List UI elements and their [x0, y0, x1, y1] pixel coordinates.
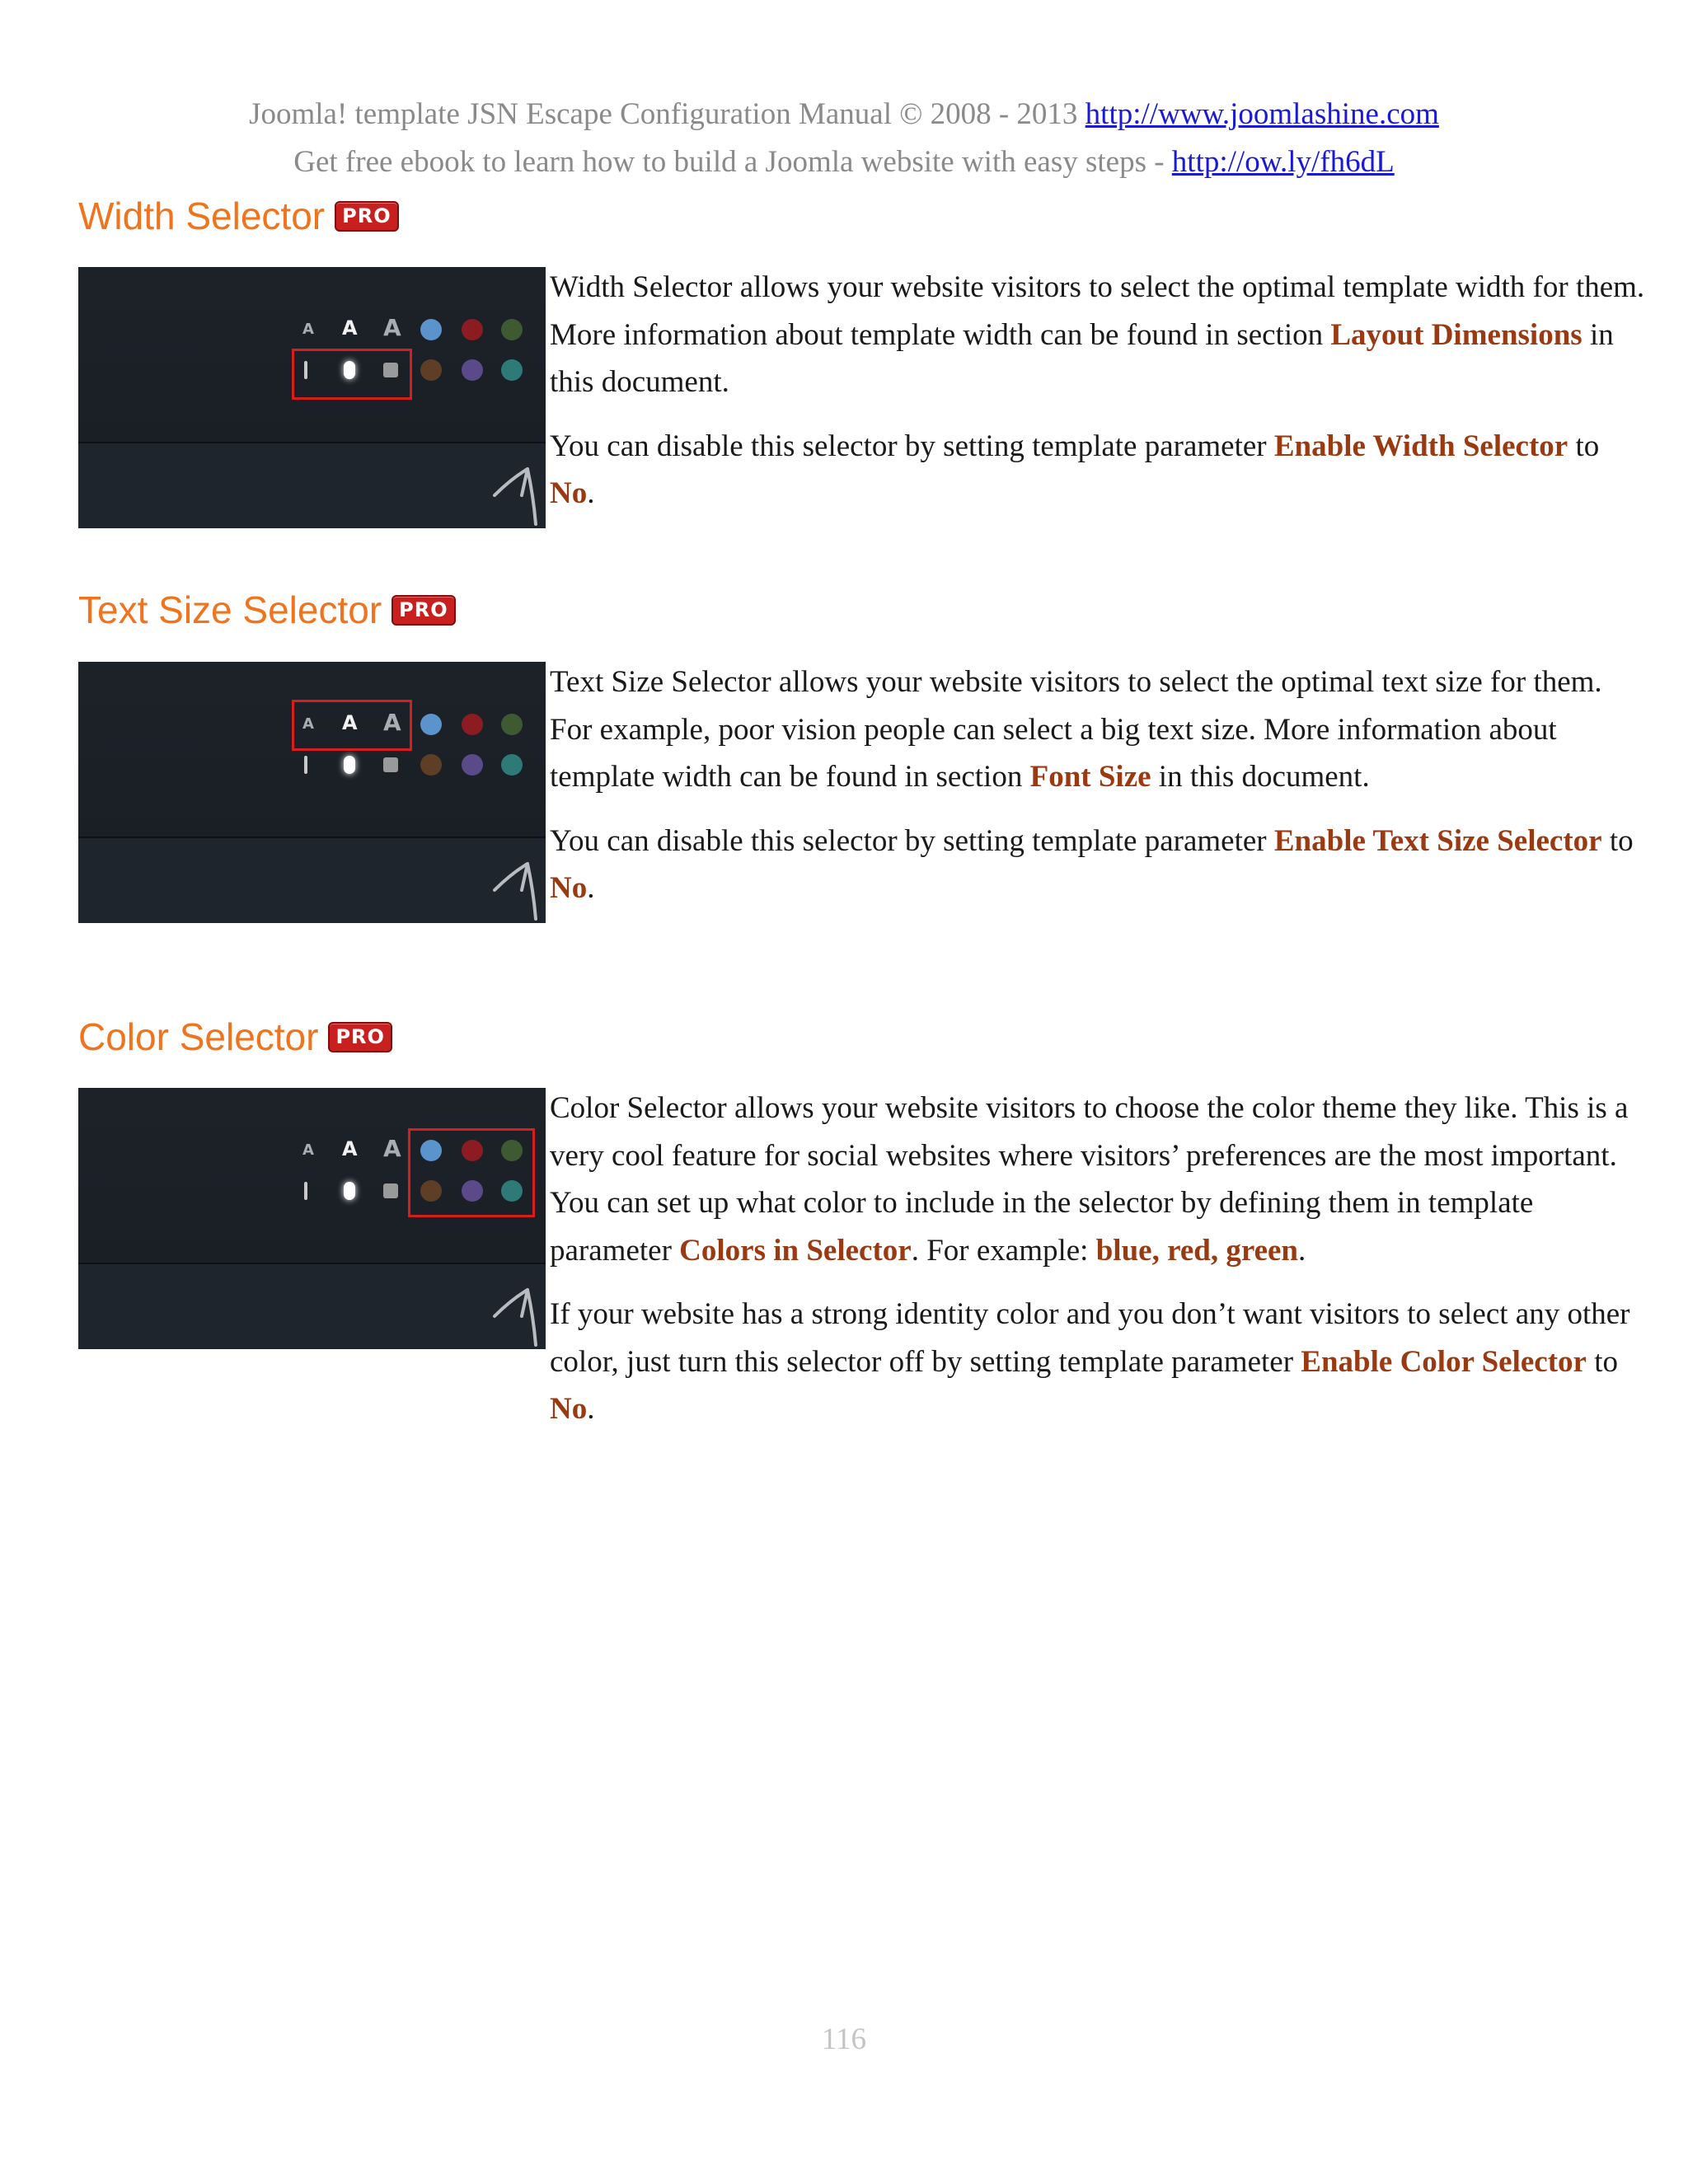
color-swatch	[501, 714, 523, 735]
highlight-box	[292, 349, 412, 400]
header-text: Get free ebook to learn how to build a Joomla website with easy steps -	[293, 145, 1172, 179]
paragraph-text: .	[587, 476, 595, 510]
description-paragraph	[550, 818, 1646, 912]
paragraph-text: Color Selector allows your website visitors to choose the color theme they like. This is a very cool feature for social websites where visitors’ preferences are the most important. You can set up what color to include in the selector by defining them in template parameter	[550, 1091, 1629, 1268]
color-swatch	[420, 359, 442, 381]
color-swatch	[501, 319, 523, 340]
section-title-color-selector	[78, 1012, 392, 1062]
paragraph-text: to	[1568, 429, 1600, 463]
color-swatch	[462, 319, 483, 340]
color-swatch	[501, 754, 523, 776]
color-selector-description	[550, 1085, 1646, 1450]
parameter-keyword: Colors in Selector	[679, 1233, 912, 1268]
paragraph-text: If your website has a strong identity color and you don’t want visitors to select any other color, just turn this selector off by setting template parameter	[550, 1297, 1630, 1379]
joomlashine-link[interactable]: http://www.joomlashine.com	[1085, 97, 1439, 131]
text-size-selector-description	[550, 658, 1646, 929]
description-paragraph	[550, 1085, 1646, 1274]
arrow-doodle-icon	[490, 462, 540, 528]
parameter-keyword: Font Size	[1029, 760, 1151, 794]
parameter-keyword: No	[550, 476, 588, 510]
arrow-doodle-icon	[490, 1283, 540, 1349]
text-size-letter: A	[342, 711, 358, 734]
parameter-keyword: Layout Dimensions	[1330, 317, 1582, 352]
color-swatch	[462, 754, 483, 776]
text-size-letter: A	[342, 316, 358, 340]
text-size-letter: A	[383, 1135, 401, 1162]
pro-badge: PRO	[335, 201, 398, 232]
text-size-letter: A	[302, 320, 314, 338]
paragraph-text: .	[587, 871, 595, 905]
paragraph-text: . For example:	[911, 1233, 1096, 1268]
header-text: Joomla! template JSN Escape Configuration Manual © 2008 - 2013	[249, 97, 1085, 131]
text-size-selector-screenshot	[78, 662, 546, 923]
pro-badge: PRO	[392, 595, 455, 626]
paragraph-text: .	[587, 1392, 595, 1426]
width-selector-screenshot	[78, 267, 546, 528]
text-size-letter: A	[383, 314, 401, 341]
ebook-link[interactable]: http://ow.ly/fh6dL	[1171, 145, 1395, 179]
section-title-width-selector	[78, 191, 399, 241]
screenshot-content-area	[78, 443, 546, 528]
text-size-letter: A	[342, 1137, 358, 1160]
paragraph-text: in this document.	[550, 317, 1614, 399]
width-selector-description	[550, 264, 1646, 534]
paragraph-text: to	[1586, 1344, 1618, 1379]
section-title-text-size-selector	[78, 585, 456, 635]
color-swatch	[462, 714, 483, 735]
description-paragraph	[550, 264, 1646, 406]
pro-badge: PRO	[328, 1022, 392, 1052]
page-header-line-1	[0, 96, 1688, 132]
paragraph-text: in this document.	[1151, 760, 1370, 794]
parameter-keyword: Enable Width Selector	[1273, 429, 1568, 463]
paragraph-text: You can disable this selector by setting template parameter	[550, 429, 1274, 463]
section-title-text: Color Selector	[78, 1015, 319, 1058]
description-paragraph	[550, 658, 1646, 801]
width-narrow-icon	[304, 756, 307, 774]
color-swatch	[462, 359, 483, 381]
color-swatch	[420, 319, 442, 340]
highlight-box	[292, 700, 412, 751]
page-number: 116	[821, 2022, 867, 2056]
text-size-letter: A	[383, 709, 401, 736]
color-swatch	[420, 754, 442, 776]
paragraph-text: Width Selector allows your website visitors to select the optimal template width for them. More information about template width can be found in section	[550, 270, 1645, 352]
parameter-keyword: No	[550, 871, 588, 905]
arrow-doodle-icon	[490, 857, 540, 923]
section-title-text: Width Selector	[78, 194, 326, 237]
parameter-keyword: blue, red, green	[1095, 1233, 1299, 1268]
text-size-letter: A	[302, 715, 314, 733]
paragraph-text: to	[1601, 823, 1634, 858]
color-selector-screenshot	[78, 1088, 546, 1349]
width-narrow-icon	[304, 1182, 307, 1200]
screenshot-content-area	[78, 838, 546, 923]
color-swatch	[420, 714, 442, 735]
paragraph-text: .	[1298, 1233, 1306, 1268]
width-wide-icon	[383, 1183, 398, 1198]
page-header-line-2	[0, 144, 1688, 180]
parameter-keyword: Enable Text Size Selector	[1273, 823, 1602, 858]
width-wide-icon	[383, 757, 398, 772]
section-title-text: Text Size Selector	[78, 588, 382, 631]
description-paragraph	[550, 423, 1646, 518]
paragraph-text: Text Size Selector allows your website visitors to select the optimal text size for them. For example, poor vision people can select a big text size. More information about template width can be found in section	[550, 665, 1602, 794]
description-paragraph	[550, 1291, 1646, 1433]
parameter-keyword: No	[550, 1392, 588, 1426]
parameter-keyword: Enable Color Selector	[1301, 1344, 1587, 1379]
highlight-box	[408, 1128, 535, 1217]
screenshot-content-area	[78, 1264, 546, 1349]
color-swatch	[501, 359, 523, 381]
text-size-letter: A	[302, 1141, 314, 1159]
width-medium-icon	[344, 756, 355, 774]
width-medium-icon	[344, 1182, 355, 1200]
paragraph-text: You can disable this selector by setting template parameter	[550, 823, 1274, 858]
